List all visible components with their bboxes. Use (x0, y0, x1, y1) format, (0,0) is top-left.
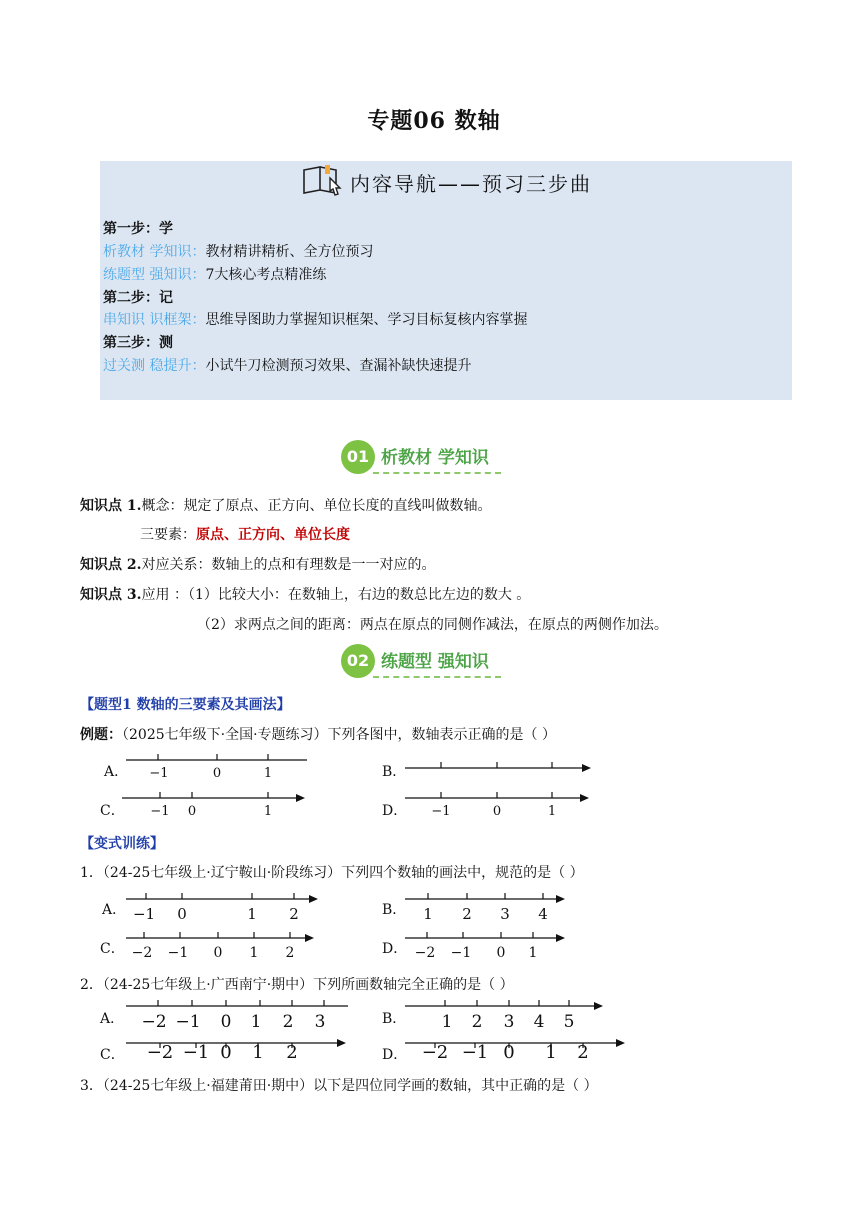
question-3: 3．（24-25七年级上·福建莆田·期中）以下是四位同学画的数轴，其中正确的是（ ） (80, 1078, 598, 1094)
axis-tick-label: 1 (249, 945, 259, 961)
kp1b-highlight: 原点、正方向、单位长度 (196, 527, 350, 543)
number-line-q1-B (405, 890, 570, 930)
nav-step3: 第三步：测 (103, 335, 173, 351)
section-badge-02 (341, 643, 501, 678)
axis-tick-label: 4 (538, 905, 548, 923)
nav-line-1 (103, 241, 373, 263)
axis-tick-label: 1 (263, 766, 273, 781)
example-question (80, 724, 556, 744)
section-badge-01 (341, 439, 501, 474)
option-label-A: A． (100, 1011, 125, 1027)
nav-line-4 (103, 355, 471, 377)
axis-tick-label: −1 (167, 945, 189, 961)
axis-tick-label: −1 (132, 905, 156, 923)
knowledge-point-1-elements (140, 524, 350, 544)
option-label-C: C． (100, 1047, 125, 1063)
axis-tick-label: −2 (131, 945, 153, 961)
question-1: 1．（24-25七年级上·辽宁鞍山·阶段练习）下列四个数轴的画法中，规范的是（ ） (80, 865, 584, 881)
axis-arrow (309, 895, 318, 903)
axis-tick-label: 5 (563, 1012, 575, 1032)
axis-tick-label: 2 (285, 945, 295, 961)
axis-tick-label: 1 (423, 905, 433, 923)
nav-step1: 第一步：学 (103, 221, 173, 237)
kp1-label: 知识点 1. (80, 498, 142, 514)
nav-step2: 第二步：记 (103, 290, 173, 306)
number-line-example-D (405, 787, 600, 827)
question-2: 2．（24-25七年级上·广西南宁·期中）下列所画数轴完全正确的是（ ） (80, 977, 514, 993)
axis-tick-label: 1 (547, 804, 557, 819)
nav-line-3 (103, 309, 527, 331)
axis-tick-label: 2 (577, 1042, 589, 1063)
axis-tick-label: 0 (220, 1012, 232, 1032)
section-heading-variant: 【变式训练】 (80, 836, 164, 852)
number-line-q1-C (122, 929, 320, 969)
axis-tick-label: −2 (141, 1012, 167, 1032)
kp3-label: 知识点 3. (80, 587, 142, 603)
number-line-q1-D (405, 929, 570, 969)
axis-tick-label: −2 (146, 1042, 174, 1063)
axis-tick-label: 1 (247, 905, 257, 923)
axis-tick-label: 3 (500, 905, 510, 923)
badge-label: 练题型 强知识 (373, 643, 501, 678)
axis-tick-label: 1 (263, 804, 273, 819)
axis-tick-label: −2 (421, 1042, 449, 1063)
badge-number: 02 (341, 644, 375, 678)
axis-arrow (296, 794, 305, 802)
nav-header (300, 164, 592, 200)
nav-line-1-label: 析教材 学知识： (103, 244, 206, 260)
axis-tick-label: 0 (212, 766, 222, 781)
nav-line-2-label: 练题型 强知识： (103, 267, 206, 283)
axis-tick-label: 2 (471, 1012, 483, 1032)
book-pointer-icon (300, 162, 346, 202)
axis-tick-label: 2 (289, 905, 299, 923)
kp1b-prefix: 三要素： (140, 527, 196, 543)
axis-tick-label: −2 (414, 945, 436, 961)
nav-line-3-label: 串知识 识框架： (103, 312, 206, 328)
axis-tick-label: 1 (252, 1042, 264, 1063)
number-line-q2-C (122, 1033, 350, 1067)
axis-tick-label: −1 (431, 804, 451, 819)
axis-tick-label: 0 (503, 1042, 515, 1063)
option-label-B: B． (382, 764, 407, 780)
nav-line-4-label: 过关测 稳提升： (103, 358, 206, 374)
nav-line-3-text: 思维导图助力掌握知识框架、学习目标复核内容掌握 (205, 312, 528, 328)
axis-tick-label: 2 (462, 905, 472, 923)
option-label-D: D． (382, 941, 408, 957)
axis-tick-label: 0 (496, 945, 506, 961)
axis-arrow (556, 895, 565, 903)
axis-tick-label: −1 (175, 1012, 201, 1032)
axis-tick-label: 1 (545, 1042, 557, 1063)
axis-tick-label: 0 (220, 1042, 232, 1063)
axis-tick-label: −1 (182, 1042, 210, 1063)
option-label-A: A． (102, 902, 127, 918)
axis-tick-label: 1 (528, 945, 538, 961)
axis-tick-label: 1 (441, 1012, 453, 1032)
axis-tick-label: 0 (213, 945, 223, 961)
example-text: （2025七年级下·全国·专题练习）下列各图中，数轴表示正确的是（ ） (122, 727, 556, 743)
number-line-example-C (122, 787, 312, 827)
number-line-example-A (122, 750, 312, 790)
option-label-D: D． (382, 1047, 408, 1063)
number-line-q2-D (405, 1033, 630, 1067)
axis-tick-label: 2 (286, 1042, 298, 1063)
nav-header-label: 内容导航——预习三步曲 (350, 171, 592, 196)
axis-tick-label: 2 (282, 1012, 294, 1032)
kp3-text: 应用 ：（1）比较大小：在数轴上，右边的数总比左边的数大 。 (141, 587, 531, 603)
option-label-B: B． (382, 1011, 407, 1027)
axis-tick-label: −1 (150, 804, 170, 819)
axis-tick-label: 1 (250, 1012, 262, 1032)
axis-arrow (616, 1039, 625, 1047)
kp2-label: 知识点 2. (80, 557, 142, 573)
knowledge-point-3-b: （2）求两点之间的距离：两点在原点的同侧作减法，在原点的两侧作加法。 (197, 617, 668, 633)
knowledge-point-1 (80, 495, 492, 515)
nav-line-4-text: 小试牛刀检测预习效果、查漏补缺快速提升 (205, 358, 472, 374)
knowledge-point-2 (80, 554, 436, 574)
axis-tick-label: −1 (450, 945, 472, 961)
axis-tick-label: −1 (149, 766, 169, 781)
option-label-D: D． (382, 803, 408, 819)
nav-line-1-text: 教材精讲精析、全方位预习 (205, 244, 374, 260)
badge-number: 01 (341, 440, 375, 474)
badge-label: 析教材 学知识 (373, 439, 501, 474)
number-line-example-B (405, 755, 600, 785)
nav-line-2 (103, 264, 326, 286)
axis-tick-label: 0 (492, 804, 502, 819)
axis-tick-label: 3 (503, 1012, 515, 1032)
number-line-q2-B (405, 997, 610, 1037)
example-label: 例题： (80, 727, 122, 743)
number-line-q2-A (122, 997, 350, 1037)
axis-arrow (594, 1002, 603, 1010)
option-label-C: C． (100, 803, 125, 819)
section-heading-type1: 【题型1 数轴的三要素及其画法】 (80, 697, 291, 713)
axis-tick-label: −1 (461, 1042, 489, 1063)
nav-line-2-text: 7大核心考点精准练 (205, 267, 327, 283)
axis-arrow (337, 1039, 346, 1047)
axis-arrow (305, 934, 314, 942)
axis-tick-label: 4 (533, 1012, 545, 1032)
axis-arrow (582, 764, 591, 772)
axis-tick-label: 0 (177, 905, 187, 923)
axis-arrow (556, 934, 565, 942)
number-line-q1-A (122, 890, 322, 930)
option-label-A: A． (104, 764, 129, 780)
axis-arrow (580, 794, 589, 802)
option-label-C: C． (100, 941, 125, 957)
kp1-text: 概念：规定了原点、正方向、单位长度的直线叫做数轴。 (141, 498, 492, 514)
kp2-text: 对应关系：数轴上的点和有理数是一一对应的。 (141, 557, 436, 573)
knowledge-point-3 (80, 584, 530, 604)
axis-tick-label: 0 (187, 804, 197, 819)
page-title: 专题06 数轴 (367, 108, 501, 134)
axis-tick-label: 3 (314, 1012, 326, 1032)
option-label-B: B． (382, 902, 407, 918)
